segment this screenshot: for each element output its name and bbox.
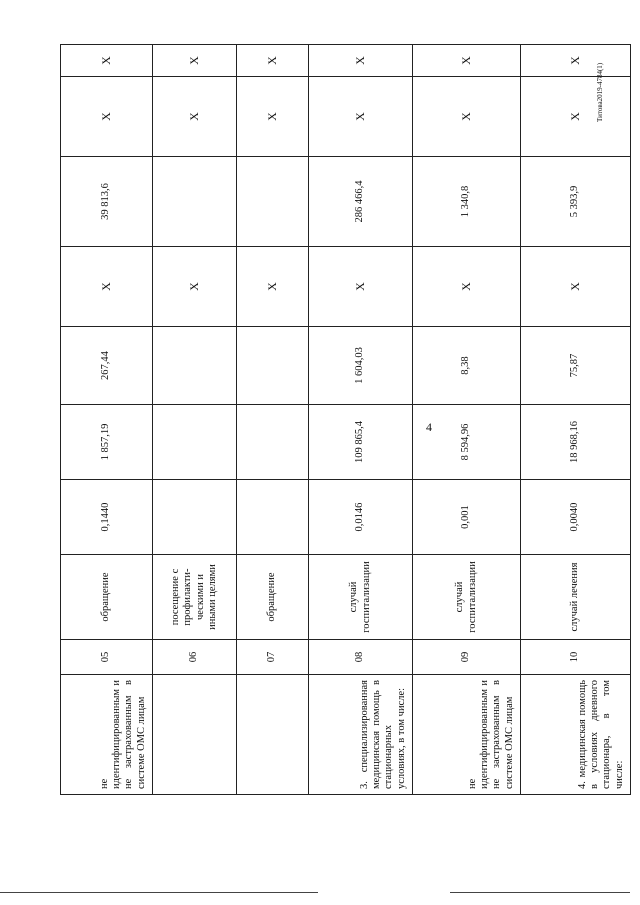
row-code: 09 [413,640,521,675]
volume-cost-table [60,44,631,795]
row-col9: X [153,77,237,157]
row-col9: X [413,77,521,157]
row-label [237,675,309,795]
table-row [521,45,631,795]
row-norm [153,480,237,555]
row-col7: X [237,247,309,327]
row-col10: X [309,45,413,77]
row-per-capita: 267,44 [61,327,153,405]
row-unit: случай госпитализации [309,555,413,640]
row-norm: 0,0040 [521,480,631,555]
row-code: 06 [153,640,237,675]
row-unit: обращение [61,555,153,640]
row-col10: X [153,45,237,77]
row-unit: обращение [237,555,309,640]
row-col7: X [309,247,413,327]
row-col9: X [309,77,413,157]
bottom-rule-right [450,892,630,893]
row-total [237,157,309,247]
table-row [413,45,521,795]
row-col7: X [413,247,521,327]
row-col10: X [61,45,153,77]
row-per-capita: 8,38 [413,327,521,405]
row-cost: 1 857,19 [61,405,153,480]
row-code: 05 [61,640,153,675]
row-per-capita [237,327,309,405]
document-id: Титова2019-4784(1) [596,62,604,122]
row-cost: 8 594,96 [413,405,521,480]
row-code: 07 [237,640,309,675]
row-col10: X [521,45,631,77]
table-row [153,45,237,795]
row-total: 286 466,4 [309,157,413,247]
row-norm: 0,001 [413,480,521,555]
row-norm [237,480,309,555]
row-label: не идентифицированным и не застрахованным в системе ОМС лицам [61,675,153,795]
row-per-capita: 1 604,03 [309,327,413,405]
row-label: 3. специализированная медицинская помощь в стационарных условиях, в том числе: [309,675,413,795]
row-unit: случай лечения [521,555,631,640]
row-label: 4. медицинская помощь в условиях дневного стационара, в том числе: [521,675,631,795]
row-col7: X [521,247,631,327]
row-cost [237,405,309,480]
row-total [153,157,237,247]
row-col10: X [237,45,309,77]
row-col9: X [521,77,631,157]
row-per-capita: 75,87 [521,327,631,405]
row-norm: 0,1440 [61,480,153,555]
row-col10: X [413,45,521,77]
row-total: 5 393,9 [521,157,631,247]
row-cost [153,405,237,480]
rotated-table-wrapper [60,45,630,795]
row-norm: 0,0146 [309,480,413,555]
row-cost: 109 865,4 [309,405,413,480]
row-col9: X [61,77,153,157]
bottom-rule-left [0,892,318,893]
row-label [153,675,237,795]
row-cost: 18 968,16 [521,405,631,480]
row-code: 10 [521,640,631,675]
row-unit: посещение с профилакти-ческими и иными целями [153,555,237,640]
page-number: 4 [426,420,432,434]
table-row [237,45,309,795]
row-unit: случай госпитализации [413,555,521,640]
row-label: не идентифицированным и не застрахованным в системе ОМС лицам [413,675,521,795]
row-col7: X [153,247,237,327]
row-col7: X [61,247,153,327]
row-col9: X [237,77,309,157]
row-code: 08 [309,640,413,675]
table-row [309,45,413,795]
table-row [61,45,153,795]
row-total: 39 813,6 [61,157,153,247]
row-per-capita [153,327,237,405]
row-total: 1 340,8 [413,157,521,247]
